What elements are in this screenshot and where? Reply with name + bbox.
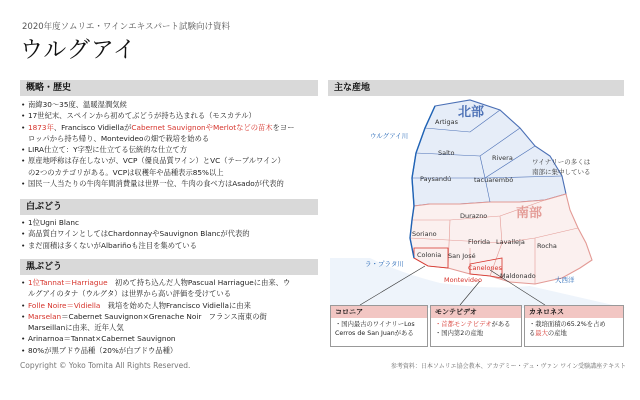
list-item: • Arinarnoa＝Tannat×Cabernet Sauvignon [20,333,320,344]
highlight-text: 1873年 [28,122,54,132]
body-text: の産地 [547,330,567,337]
section-heading-white-grapes: 白ぶどう [20,199,318,215]
highlight-text: Cabernet SauvignonやMerlotなどの苗木 [131,122,273,132]
info-box-text [331,318,427,338]
highlight-text: 1位Tannat＝Harriague [28,278,108,287]
dept-artigas: Artigas [435,118,458,126]
dept-paysandu: Paysandú [420,175,452,183]
list-item-continuation: の2つのカテゴリがある。VCPは収穫年や品種表示85%以上 [28,167,224,177]
atlantic-label: 大西洋 [555,276,575,284]
river-plata-label: ラ・プラタ川 [365,260,404,268]
list-item: • 高品質白ワインとしてはChardonnayやSauvignon Blancが代表的 [20,228,320,239]
section-heading-regions: 主な産地 [328,80,624,96]
dept-maldonado: Maldonado [500,272,536,280]
dept-salto: Salto [438,149,455,157]
dept-rocha: Rocha [537,242,557,250]
info-line: Cerros de San Juanがある [335,330,414,337]
white-grapes-list [20,217,320,251]
list-item [20,277,320,288]
info-line: ・国内第2の産地 [435,330,484,337]
highlight-text: ・首都モンテビデオ [435,321,492,328]
dept-montevideo: Montevideo [444,276,483,284]
section-heading-history: 概略・歴史 [20,80,318,96]
list-item: • LIRA仕立て：Y字型に仕立てる伝統的な仕立て方 [20,144,320,155]
info-line: ・栽培面積の65.2%を占め [529,321,606,328]
document-subtitle: 2020年度ソムリエ・ワインエキスパート試験向け資料 [22,22,230,32]
dept-durazno: Durazno [460,212,488,220]
body-text: ＝Cabernet Sauvignon×Grenache Noir フランス南東の街 [61,311,267,321]
body-text: がある [491,321,511,328]
highlight-text: Marselan [28,311,62,321]
info-box-text [431,318,521,338]
dept-soriano: Soriano [412,230,437,238]
note-line-1: ワイナリーの多くは [532,158,591,166]
body-text: 栽培を始めた人物Francisco Vidiellaに由来 [100,300,251,310]
list-item [20,300,320,311]
info-line [435,320,518,329]
info-box-montevideo [430,305,522,347]
dept-lavalleja: Lavalleja [496,238,525,246]
list-item: • 80%が黒ブドウ品種（20%が白ブドウ品種） [20,345,320,356]
body-text: 初めて持ち込んだ人物Pascual Harriagueに由来、ウ [107,278,291,287]
body-text: をヨー [272,122,295,132]
reference-note: 参考資料：日本ソムリエ協会教本、アカデミー・デュ・ヴァン ワイン受験講座テキスト [390,363,626,370]
south-label: 南部 [516,206,543,221]
list-item: • 南緯30〜35度、温暖湿潤気候 [20,99,320,110]
body-text: る [529,330,536,337]
info-box-title: コロニア [331,306,427,318]
highlight-text: 最大 [535,330,548,337]
list-item: • 17世紀末、スペインから初めてぶどうが持ち込まれる（モスカテル） [20,110,320,121]
river-uruguay-label: ウルグアイ川 [370,132,409,140]
info-box-title: モンテビデオ [431,306,521,318]
list-item-continuation: ロッパから持ち帰り、Montevideoの畑で栽培を始める [28,133,210,143]
list-item-continuation: Marseillanに由来、近年人気 [28,323,124,333]
uruguay-map [330,98,626,308]
body-text: 、Francisco Vidiellaが [53,122,132,132]
info-box-colonia [330,305,428,347]
page-title: ウルグアイ [20,37,137,63]
history-list [20,99,320,189]
list-item: • まだ面積は多くないがAlbariñoも注目を集めている [20,240,320,251]
dept-canelones: Canelones [468,264,502,272]
dept-florida: Florida [468,238,491,246]
info-box-canelones [524,305,624,347]
info-box-title: カネロネス [525,306,623,318]
info-line: ・国内最古のワイナリーLos [335,321,415,328]
dept-san-jose: San José [448,252,476,260]
north-label: 北部 [458,105,485,120]
list-item [20,311,320,322]
dept-tacuarembo: tacuarembó [474,176,514,184]
highlight-text: Folle Noire＝Vidiella [28,300,101,310]
list-item: • 原産地呼称は存在しないが、VCP（優良品質ワイン）とVC（テーブルワイン） [20,155,320,166]
dept-rivera: Rivera [492,154,513,162]
list-item-continuation: ルグアイのタナ（ウルグタ）は世界から高い評価を受けている [28,289,231,299]
list-item: • 国民一人当たりの牛肉年間消費量は世界一位、牛肉の食べ方はAsadoが代表的 [20,178,320,189]
list-item: • 1位Ugni Blanc [20,217,320,228]
list-item [20,122,320,133]
info-box-text [525,318,623,338]
info-line [529,329,620,338]
copyright: Copyright © Yoko Tomita All Rights Reserved. [20,361,191,370]
north-region [412,100,566,206]
note-line-2: 南部に集中している [532,168,591,176]
black-grapes-list [20,277,320,356]
section-heading-black-grapes: 黒ぶどう [20,259,318,275]
dept-colonia: Colonia [417,251,442,259]
